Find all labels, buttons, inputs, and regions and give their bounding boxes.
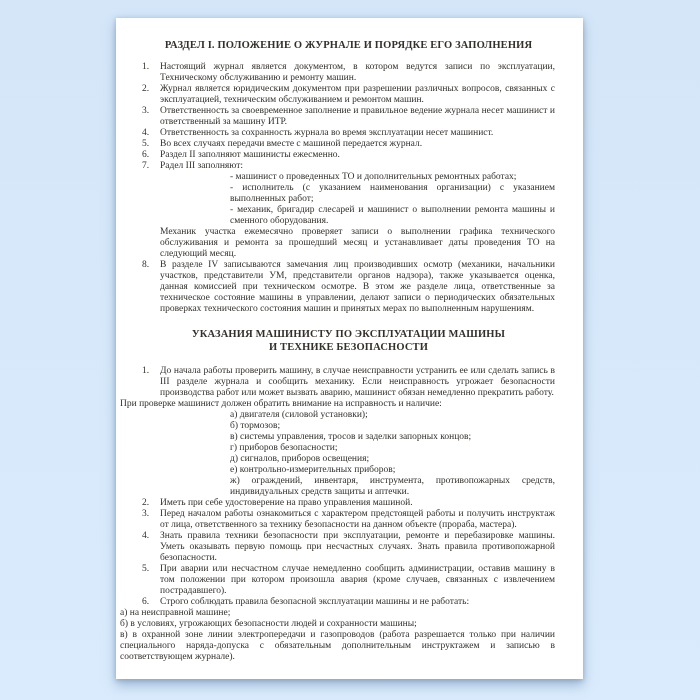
sub-list-item: - машинист о проведенных ТО и дополнительных ремонтных работах; — [230, 172, 517, 182]
list-item — [142, 128, 555, 139]
section-1 — [120, 39, 555, 315]
item-text: Ответственность за сохранность журнала во время эксплуатации несет машинист. — [160, 128, 494, 138]
list-item — [142, 62, 555, 84]
item-text: Строго соблюдать правила безопасной эксплуатации машины и не работать: — [160, 597, 470, 607]
item-text: Во всех случаях передачи вместе с машиной передается журнал. — [160, 139, 423, 149]
item-text: Радел III заполняют: — [160, 161, 244, 171]
sub-list-item: - механик, бригадир слесарей и машинист о выполнении ремонта машины и сменного оборудования. — [230, 205, 555, 226]
list-item — [142, 106, 555, 128]
section-2-title-line-1: УКАЗАНИЯ МАШИНИСТУ ПО ЭКСПЛУАТАЦИИ МАШИНЫ — [191, 329, 506, 340]
item-text: До начала работы проверить машину, в случае неисправности устранить ее или сделать запись в III разделе журнала и сообщить механику. Если неисправность угрожает безопасности производства работ или может вызвать аварию, машинист обязан немедленно прекратить работу. — [160, 366, 555, 398]
flush-paragraph: б) в условиях, угрожающих безопасности людей и сохранности машины; — [120, 619, 417, 629]
sub-list-item: ж) ограждений, инвентаря, инструмента, противопожарных средств, индивидуальных средств защиты и аптечки. — [230, 476, 555, 497]
list-item — [142, 161, 555, 172]
item-number: 1. — [142, 366, 150, 376]
item-number: 8. — [142, 260, 150, 270]
list-item — [142, 498, 555, 509]
flush-paragraph: При проверке машинист должен обратить внимание на исправность и наличие: — [120, 399, 442, 409]
sub-list-item: г) приборов безопасности; — [230, 443, 338, 453]
item-number: 6. — [142, 597, 150, 607]
indented-paragraph: Механик участка ежемесячно проверяет записи о выполнении графика технического обслуживания и ремонта за прошедший месяц и устанавливает даты проведения ТО на следующий месяц. — [160, 227, 555, 259]
item-text: При аварии или несчастном случае немедленно сообщить администрации, оставив машину в том положении при котором произошла авария (кроме случаев, связанных с извлечением пострадавшего). — [160, 564, 555, 596]
item-text: Ответственность за своевременное заполнение и правильное ведение журнала несет машинист и ответственный за машину ИТР. — [160, 106, 555, 127]
list-item — [142, 564, 555, 597]
item-number: 6. — [142, 150, 150, 160]
sub-list-item: б) тормозов; — [230, 421, 281, 431]
item-text: Перед началом работы ознакомиться с характером предстоящей работы и получить инструктаж от лица, ответственного за технику безопасности на данном объекте (прораба, мастера). — [160, 509, 555, 530]
sub-list-item: д) сигналов, приборов освещения; — [230, 454, 370, 464]
flush-paragraph: а) на неисправной машине; — [120, 608, 231, 618]
document-page — [116, 18, 583, 679]
list-item — [142, 139, 555, 150]
item-text: Настоящий журнал является документом, в котором ведутся записи по эксплуатации, Техническому обслуживанию и ремонту машин. — [160, 62, 555, 83]
section-2-title — [142, 328, 555, 354]
flush-paragraph: в) в охранной зоне линии электропередачи и газопроводов (работа разрешается только при наличии специального наряда-допуска с обязательным дополнительным инструктажем и записью в соответствующем журнале). — [120, 630, 555, 662]
list-item — [142, 260, 555, 315]
section-1-list — [120, 62, 555, 315]
item-number: 3. — [142, 106, 150, 116]
item-number: 5. — [142, 139, 150, 149]
item-number: 7. — [142, 161, 150, 171]
item-number: 3. — [142, 509, 150, 519]
item-text: В разделе IV записываются замечания лиц производивших осмотр (механики, начальники участков, представители УМ, представители органов надзора), также указывается оценка, данная комиссией при техническом осмотре. В этом же разделе лица, ответственные за техническое состояние машины в управлении, делают записи о периодических обязательных проверках технического состояния машин и принятых мерах по выполненным нарушениям. — [160, 260, 555, 314]
list-item — [142, 84, 555, 106]
sub-list-item: - исполнитель (с указанием наименования организации) с указанием выполненных работ; — [230, 183, 555, 204]
sub-list-item: а) двигателя (силовой установки); — [230, 410, 368, 420]
section-2-list — [120, 366, 555, 663]
item-number: 1. — [142, 62, 150, 72]
sub-list-item: е) контрольно-измерительных приборов; — [230, 465, 396, 475]
item-text: Журнал является юридическим документом при разрешении различных вопросов, связанных с эксплуатацией, техническим обслуживанием и ремонтом машин. — [160, 84, 555, 105]
item-number: 4. — [142, 128, 150, 138]
item-number: 5. — [142, 564, 150, 574]
sub-list-item: в) системы управления, тросов и заделки запорных концов; — [230, 432, 472, 442]
item-number: 4. — [142, 531, 150, 541]
section-2-title-line-2: И ТЕХНИКЕ БЕЗОПАСНОСТИ — [268, 342, 429, 353]
item-text: Раздел II заполняют машинисты ежесменно. — [160, 150, 340, 160]
list-item — [142, 597, 555, 608]
list-item — [142, 366, 555, 399]
list-item — [142, 509, 555, 531]
section-2 — [120, 328, 555, 663]
item-number: 2. — [142, 84, 150, 94]
section-1-title: РАЗДЕЛ I. ПОЛОЖЕНИЕ О ЖУРНАЛЕ И ПОРЯДКЕ ЕГО ЗАПОЛНЕНИЯ — [164, 40, 533, 51]
list-item — [142, 531, 555, 564]
list-item — [142, 150, 555, 161]
item-text: Иметь при себе удостоверение на право управления машиной. — [160, 498, 413, 508]
item-number: 2. — [142, 498, 150, 508]
item-text: Знать правила техники безопасности при эксплуатации, ремонте и перебазировке машины. Уметь оказывать первую помощь при несчастных случаях. Знать правила противопожарной безопасности. — [160, 531, 555, 563]
